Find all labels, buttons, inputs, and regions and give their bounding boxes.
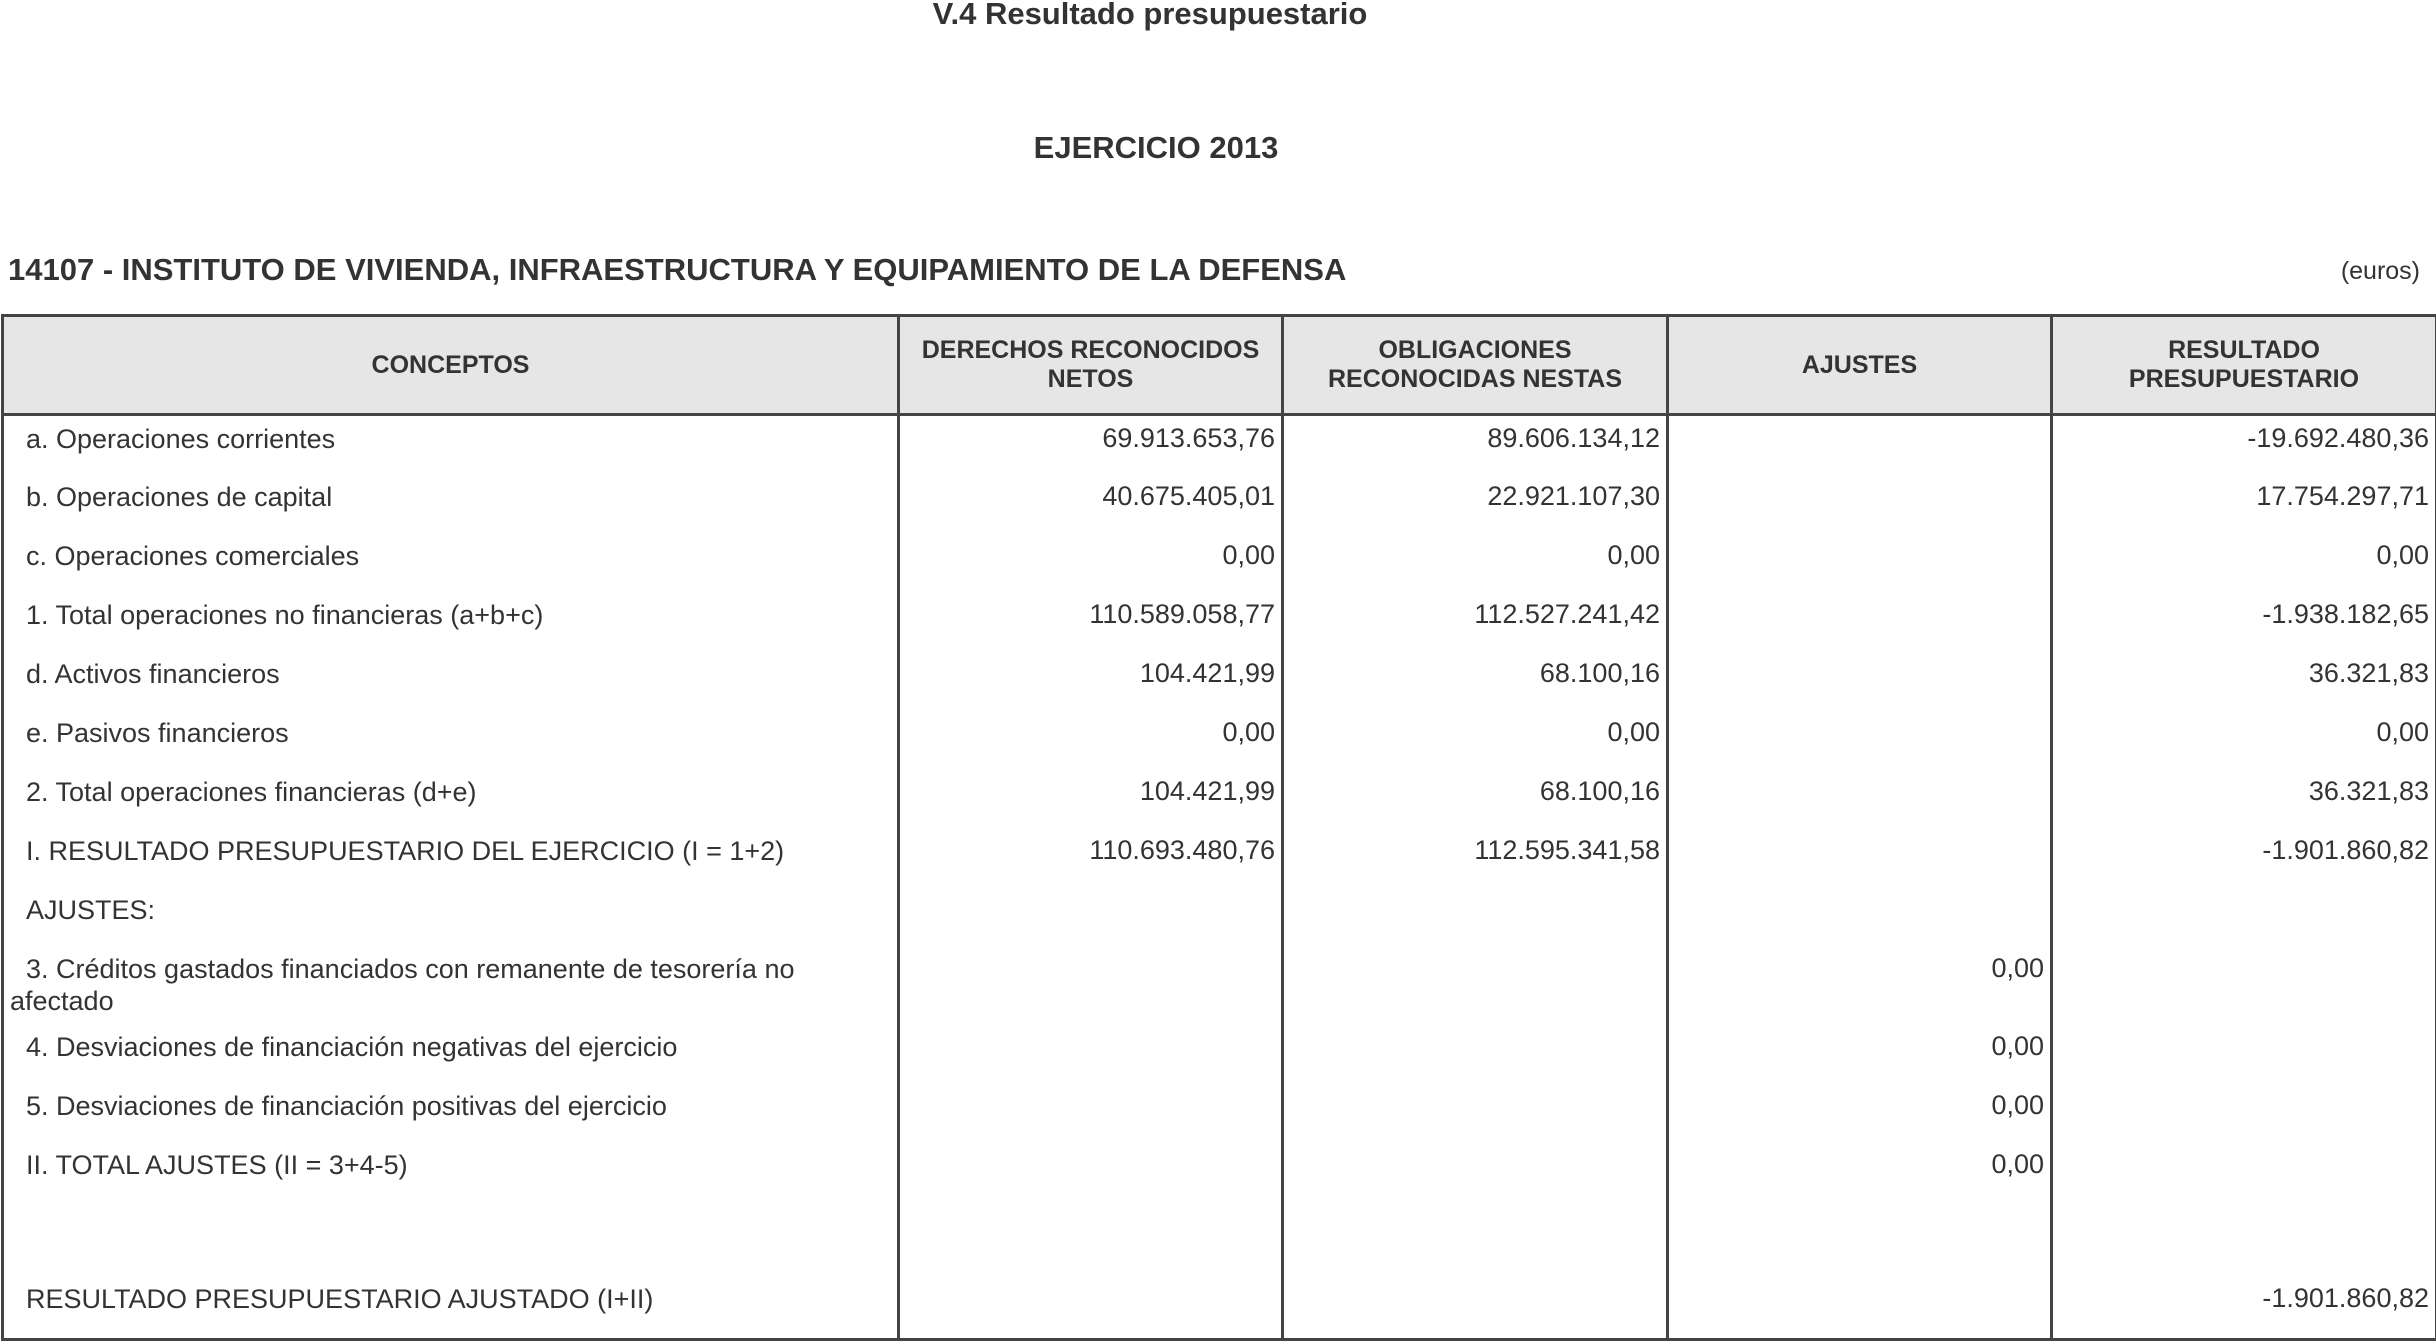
table-row [3,769,2436,828]
spacer-row [3,1201,2436,1260]
resultado-cell [2052,1083,2436,1142]
derechos-cell: 69.913.653,76 [899,415,1283,474]
column-header-ajustes: AJUSTES [1668,316,2052,415]
page-title: V.4 Resultado presupuestario [0,0,2300,32]
obligaciones-cell: 0,00 [1283,533,1668,592]
resultado-cell [2052,887,2436,946]
resultado-cell [2052,1142,2436,1201]
ajustes-cell: 0,00 [1668,1024,2052,1083]
table-row [3,1083,2436,1142]
derechos-cell: 110.693.480,76 [899,828,1283,887]
table-row [3,828,2436,887]
derechos-cell: 0,00 [899,533,1283,592]
obligaciones-cell: 68.100,16 [1283,769,1668,828]
ajustes-cell [1668,710,2052,769]
concept-cell [3,1260,899,1340]
derechos-cell [899,946,1283,1024]
obligaciones-cell: 68.100,16 [1283,651,1668,710]
ajustes-cell: 0,00 [1668,1142,2052,1201]
concept-cell [3,533,899,592]
concept-label-line1: 3. Créditos gastados financiados con remanente de tesorería no [10,953,891,985]
resultado-cell: -1.938.182,65 [2052,592,2436,651]
concept-label-line2: afectado [10,985,891,1017]
concept-cell [3,710,899,769]
ajustes-cell [1668,592,2052,651]
obligaciones-cell [1283,887,1668,946]
concept-cell [3,887,899,946]
column-header-resultado: RESULTADO PRESUPUESTARIO [2052,316,2436,415]
concept-label: I. RESULTADO PRESUPUESTARIO DEL EJERCICIO (I = 1+2) [10,836,784,866]
concept-cell [3,946,899,1024]
fiscal-year-heading: EJERCICIO 2013 [0,130,2312,166]
concept-cell [3,1024,899,1083]
table-row [3,1142,2436,1201]
ajustes-cell [1668,651,2052,710]
spacer-cell [3,1201,899,1260]
spacer-cell [2052,1201,2436,1260]
resultado-cell: -1.901.860,82 [2052,1260,2436,1340]
concept-cell [3,1142,899,1201]
obligaciones-cell [1283,1083,1668,1142]
concept-cell [3,592,899,651]
derechos-cell [899,887,1283,946]
concept-label: 2. Total operaciones financieras (d+e) [10,777,477,807]
concept-label: c. Operaciones comerciales [10,541,359,571]
column-header-derechos: DERECHOS RECONOCIDOS NETOS [899,316,1283,415]
concept-cell [3,1083,899,1142]
ajustes-cell [1668,887,2052,946]
table-row [3,946,2436,1024]
column-header-obligaciones: OBLIGACIONES RECONOCIDAS NESTAS [1283,316,1668,415]
concept-label: e. Pasivos financieros [10,718,289,748]
concept-cell [3,769,899,828]
ajustes-cell: 0,00 [1668,1083,2052,1142]
spacer-cell [899,1201,1283,1260]
concept-label: 1. Total operaciones no financieras (a+b+c) [10,600,543,630]
resultado-cell [2052,946,2436,1024]
concept-label: d. Activos financieros [10,659,280,689]
derechos-cell: 0,00 [899,710,1283,769]
ajustes-cell [1668,474,2052,533]
derechos-cell: 110.589.058,77 [899,592,1283,651]
concept-cell [3,651,899,710]
table-row [3,1024,2436,1083]
concept-cell [3,415,899,474]
derechos-cell [899,1024,1283,1083]
concept-label: II. TOTAL AJUSTES (II = 3+4-5) [10,1150,408,1180]
table-row [3,710,2436,769]
table-header-row [3,316,2436,415]
derechos-cell [899,1083,1283,1142]
derechos-cell: 104.421,99 [899,769,1283,828]
table-row [3,415,2436,474]
concept-label: a. Operaciones corrientes [10,424,335,454]
table-row [3,533,2436,592]
budget-result-table [1,314,2436,1341]
entity-heading: 14107 - INSTITUTO DE VIVIENDA, INFRAESTRUCTURA Y EQUIPAMIENTO DE LA DEFENSA [8,252,1346,288]
resultado-cell: -1.901.860,82 [2052,828,2436,887]
units-label: (euros) [2341,257,2420,286]
obligaciones-cell [1283,1024,1668,1083]
concept-cell [3,474,899,533]
ajustes-cell [1668,769,2052,828]
resultado-cell: 17.754.297,71 [2052,474,2436,533]
obligaciones-cell: 112.527.241,42 [1283,592,1668,651]
derechos-cell: 40.675.405,01 [899,474,1283,533]
column-header-conceptos: CONCEPTOS [3,316,899,415]
resultado-cell: 0,00 [2052,533,2436,592]
obligaciones-cell: 0,00 [1283,710,1668,769]
resultado-cell: 36.321,83 [2052,769,2436,828]
concept-label: 4. Desviaciones de financiación negativas del ejercicio [10,1032,677,1062]
table-row [3,592,2436,651]
final-result-row [3,1260,2436,1340]
obligaciones-cell [1283,1260,1668,1340]
obligaciones-cell: 22.921.107,30 [1283,474,1668,533]
concept-label: RESULTADO PRESUPUESTARIO AJUSTADO (I+II) [10,1284,653,1314]
derechos-cell: 104.421,99 [899,651,1283,710]
ajustes-cell: 0,00 [1668,946,2052,1024]
ajustes-cell [1668,415,2052,474]
resultado-cell: 36.321,83 [2052,651,2436,710]
spacer-cell [1668,1201,2052,1260]
spacer-cell [1283,1201,1668,1260]
ajustes-cell [1668,828,2052,887]
obligaciones-cell [1283,1142,1668,1201]
ajustes-cell [1668,533,2052,592]
concept-label: b. Operaciones de capital [10,482,332,512]
table-row [3,887,2436,946]
obligaciones-cell [1283,946,1668,1024]
table-row [3,474,2436,533]
derechos-cell [899,1142,1283,1201]
obligaciones-cell: 112.595.341,58 [1283,828,1668,887]
ajustes-cell [1668,1260,2052,1340]
concept-label: 5. Desviaciones de financiación positivas del ejercicio [10,1091,667,1121]
resultado-cell: -19.692.480,36 [2052,415,2436,474]
resultado-cell [2052,1024,2436,1083]
obligaciones-cell: 89.606.134,12 [1283,415,1668,474]
concept-label: AJUSTES: [10,895,155,925]
resultado-cell: 0,00 [2052,710,2436,769]
table-row [3,651,2436,710]
concept-cell [3,828,899,887]
derechos-cell [899,1260,1283,1340]
